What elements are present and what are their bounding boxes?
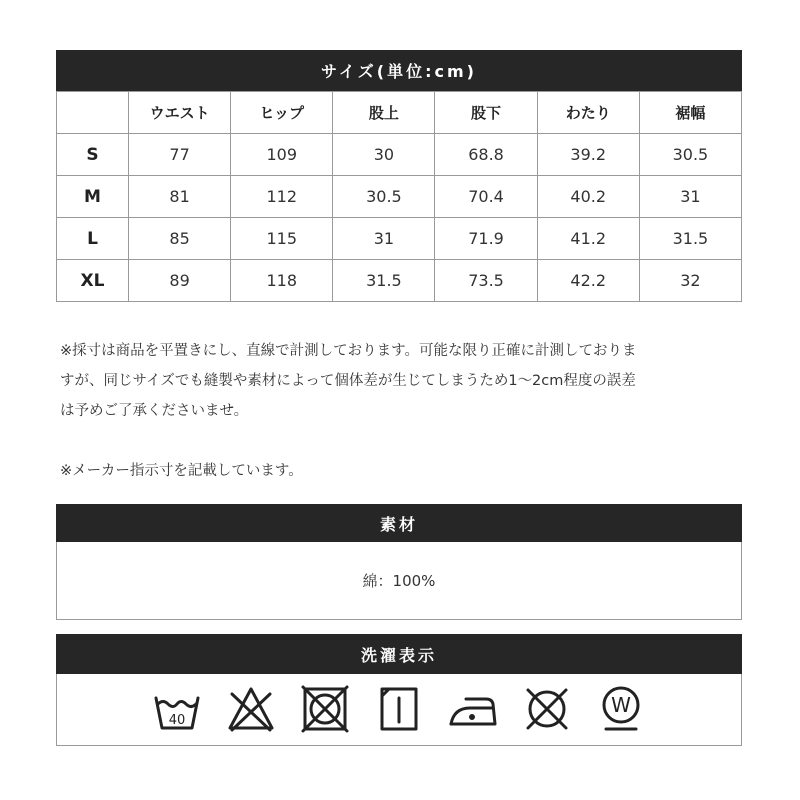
- size-table-corner-cell: [57, 92, 129, 134]
- column-header: ウエスト: [129, 92, 231, 134]
- wet-clean-icon: [596, 684, 646, 734]
- material-section: [56, 504, 742, 620]
- care-title: 洗濯表示: [56, 634, 742, 674]
- wash-40-icon: [152, 684, 202, 734]
- drip-dry-icon: [374, 684, 424, 734]
- material-title: 素材: [56, 504, 742, 542]
- iron-low-icon: [448, 684, 498, 734]
- size-label: L: [57, 218, 129, 260]
- table-cell: 30.5: [639, 134, 741, 176]
- table-cell: 68.8: [435, 134, 537, 176]
- care-section: [56, 634, 742, 746]
- no-dry-clean-icon: [522, 684, 572, 734]
- note-line: すが、同じサイズでも縫製や素材によって個体差が生じてしまうため1〜2cm程度の誤差: [60, 373, 636, 389]
- table-cell: 71.9: [435, 218, 537, 260]
- table-cell: 39.2: [537, 134, 639, 176]
- column-header: 裾幅: [639, 92, 741, 134]
- size-table-section: [56, 50, 742, 302]
- table-cell: 32: [639, 260, 741, 302]
- no-tumble-dry-icon: [300, 684, 350, 734]
- column-header: わたり: [537, 92, 639, 134]
- table-cell: 81: [129, 176, 231, 218]
- table-cell: 112: [231, 176, 333, 218]
- care-icons: [57, 674, 741, 744]
- table-cell: 118: [231, 260, 333, 302]
- table-cell: 40.2: [537, 176, 639, 218]
- table-cell: 31: [333, 218, 435, 260]
- table-cell: 70.4: [435, 176, 537, 218]
- measurement-notes: [60, 336, 750, 486]
- table-cell: 109: [231, 134, 333, 176]
- column-header: 股下: [435, 92, 537, 134]
- table-row: [57, 260, 742, 302]
- size-label: XL: [57, 260, 129, 302]
- no-bleach-icon: [226, 684, 276, 734]
- table-row: [57, 218, 742, 260]
- table-cell: 73.5: [435, 260, 537, 302]
- table-row: [57, 176, 742, 218]
- table-cell: 89: [129, 260, 231, 302]
- table-cell: 41.2: [537, 218, 639, 260]
- column-header: 股上: [333, 92, 435, 134]
- table-cell: 30: [333, 134, 435, 176]
- material-value: 綿：100%: [362, 571, 436, 590]
- size-table-title: サイズ(単位:cm): [56, 50, 742, 91]
- table-cell: 85: [129, 218, 231, 260]
- size-table-header-row: [57, 92, 742, 134]
- table-cell: 30.5: [333, 176, 435, 218]
- wash-temp-label: 40: [168, 713, 186, 728]
- table-cell: 31.5: [639, 218, 741, 260]
- size-label: S: [57, 134, 129, 176]
- note-line: ※採寸は商品を平置きにし、直線で計測しております。可能な限り正確に計測しておりま: [60, 343, 637, 359]
- note-line: ※メーカー指示寸を記載しています。: [60, 463, 303, 479]
- column-header: ヒップ: [231, 92, 333, 134]
- table-cell: 31.5: [333, 260, 435, 302]
- table-cell: 42.2: [537, 260, 639, 302]
- table-cell: 115: [231, 218, 333, 260]
- note-line: は予めご了承くださいませ。: [60, 403, 249, 419]
- wet-clean-letter: W: [611, 693, 631, 717]
- size-label: M: [57, 176, 129, 218]
- table-cell: 31: [639, 176, 741, 218]
- table-cell: 77: [129, 134, 231, 176]
- table-row: [57, 134, 742, 176]
- size-table: [56, 91, 742, 302]
